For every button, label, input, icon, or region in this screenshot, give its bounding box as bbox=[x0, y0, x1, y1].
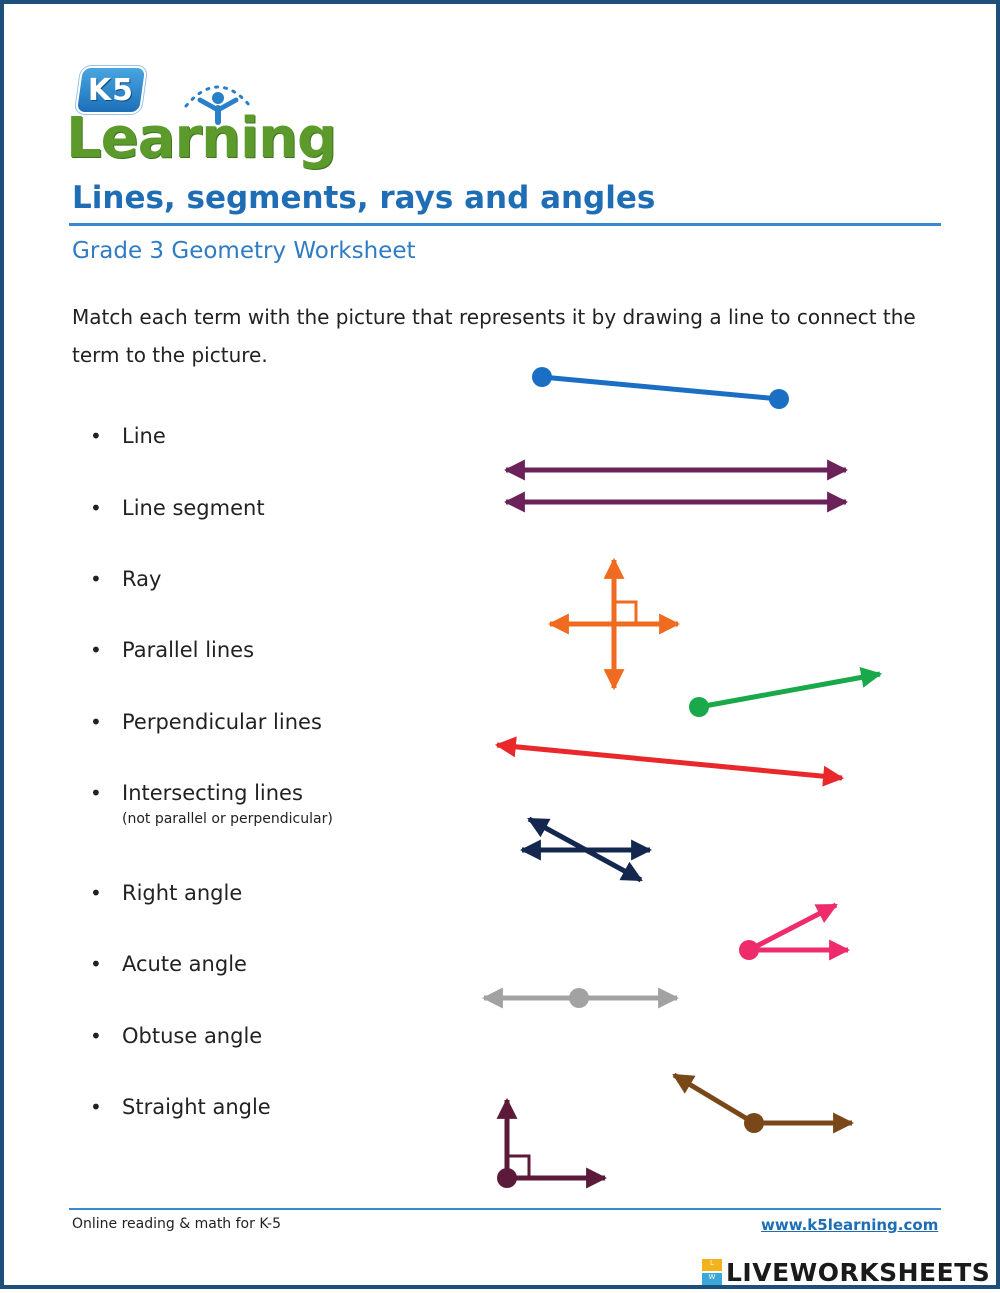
bullet: • bbox=[90, 638, 102, 662]
straight-vertex bbox=[569, 988, 589, 1008]
footer-tagline: Online reading & math for K-5 bbox=[72, 1216, 282, 1232]
bullet: • bbox=[90, 1095, 102, 1119]
term-label: Line segment bbox=[122, 496, 265, 520]
term-label: Perpendicular lines bbox=[122, 710, 322, 734]
lw-icon-letter: L bbox=[702, 1259, 722, 1271]
figure-acute-angle[interactable] bbox=[739, 905, 848, 960]
term-label: Obtuse angle bbox=[122, 1024, 263, 1048]
right-vertex bbox=[497, 1168, 517, 1188]
figure-parallel-lines[interactable] bbox=[506, 470, 846, 502]
figure-right-angle[interactable] bbox=[497, 1100, 605, 1188]
segment-endpoint bbox=[769, 389, 789, 409]
bullet: • bbox=[90, 710, 102, 734]
lw-icon-letter: W bbox=[702, 1273, 722, 1285]
bullet: • bbox=[90, 952, 102, 976]
obtuse-vertex bbox=[744, 1113, 764, 1133]
instructions-text: Match each term with the picture that represents it by drawing a line to connect the term to the picture. bbox=[72, 305, 916, 367]
figure-ray[interactable] bbox=[689, 674, 880, 717]
bullet: • bbox=[90, 1024, 102, 1048]
term-label: Intersecting lines bbox=[122, 781, 303, 805]
figure-line-segment[interactable] bbox=[532, 367, 789, 409]
right-angle-marker bbox=[614, 602, 636, 624]
line-line bbox=[497, 745, 842, 778]
footer-divider bbox=[69, 1208, 941, 1210]
term-label: Right angle bbox=[122, 881, 243, 905]
k5-badge-text: K5 bbox=[87, 72, 135, 108]
ray-endpoint bbox=[689, 697, 709, 717]
obtuse-ray-left bbox=[674, 1075, 754, 1123]
figure-straight-angle[interactable] bbox=[484, 988, 677, 1008]
figure-perpendicular-lines[interactable] bbox=[550, 560, 678, 688]
term-note: (not parallel or perpendicular) bbox=[122, 811, 333, 827]
learning-wordmark: Learning bbox=[66, 106, 337, 171]
term-label: Ray bbox=[122, 567, 162, 591]
figure-line[interactable] bbox=[497, 745, 842, 778]
ray-line bbox=[699, 674, 880, 707]
liveworksheets-watermark bbox=[702, 1256, 990, 1288]
segment-line bbox=[542, 377, 779, 399]
liveworksheets-text: LIVEWORKSHEETS bbox=[726, 1257, 991, 1287]
term-label: Line bbox=[122, 424, 166, 448]
bullet: • bbox=[90, 496, 102, 520]
segment-endpoint bbox=[532, 367, 552, 387]
footer-link[interactable]: www.k5learning.com bbox=[761, 1216, 939, 1234]
bullet: • bbox=[90, 424, 102, 448]
term-label: Straight angle bbox=[122, 1095, 271, 1119]
figures-canvas bbox=[4, 4, 1000, 1293]
figure-intersecting-lines[interactable] bbox=[522, 819, 650, 880]
acute-ray-upper bbox=[749, 905, 836, 950]
page-subtitle: Grade 3 Geometry Worksheet bbox=[72, 238, 416, 264]
page-title: Lines, segments, rays and angles bbox=[72, 180, 656, 216]
bullet: • bbox=[90, 881, 102, 905]
acute-vertex bbox=[739, 940, 759, 960]
bullet: • bbox=[90, 567, 102, 591]
term-label: Parallel lines bbox=[122, 638, 255, 662]
bullet: • bbox=[90, 781, 102, 805]
liveworksheets-icon bbox=[702, 1258, 722, 1286]
figure-obtuse-angle[interactable] bbox=[674, 1075, 852, 1133]
term-label: Acute angle bbox=[122, 952, 247, 976]
